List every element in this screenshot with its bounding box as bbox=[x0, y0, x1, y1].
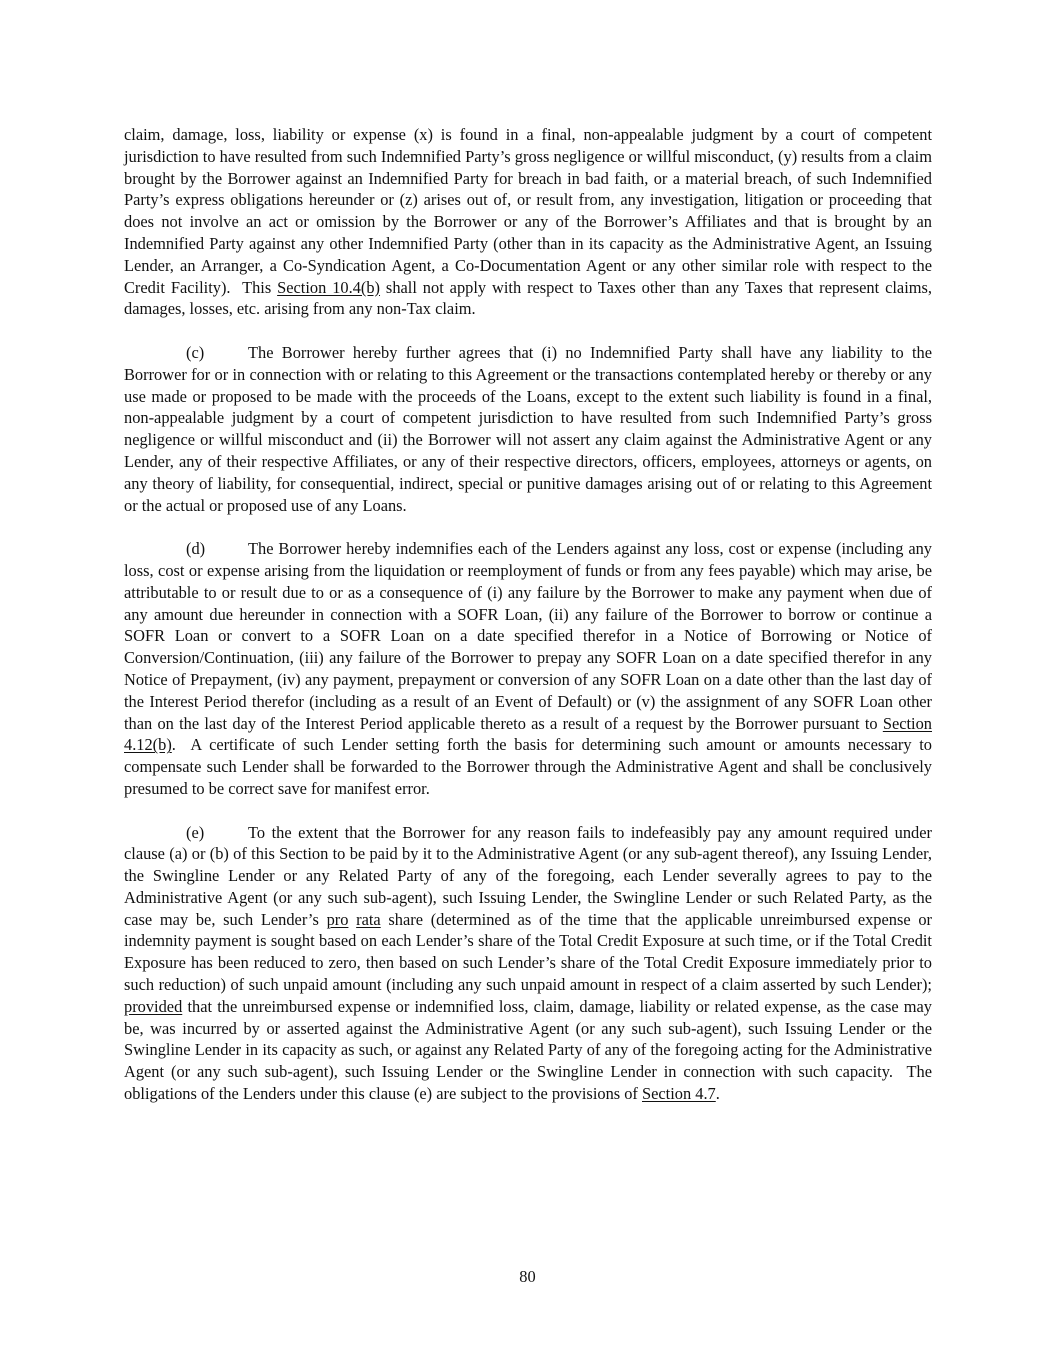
page-number: 80 bbox=[519, 1267, 536, 1286]
section-reference: Section 4.12(b) bbox=[124, 713, 932, 755]
clause-label: (e) bbox=[186, 822, 205, 842]
clause-label: (c) bbox=[186, 342, 205, 362]
text-run: The Borrower hereby further agrees that (i) no Indemnified Party shall have any liability to the Borrower for or in connection with or relating to this Agreement or the transactions contemplated hereby or thereby or any use made or proposed to be made with the proceeds of the Loans, except to the extent such liability is found in a final, non-appealable judgment by a court of competent jurisdiction to have resulted from such Indemnified Party’s gross negligence or willful misconduct and (ii) the Borrower will not assert any claim against the Administrative Agent or any Lender, any of their respective Affiliates, or any of their respective directors, officers, employees, attorneys or agents, on any theory of liability, for consequential, indirect, special or punitive damages arising out of or relating to this Agreement or the actual or proposed use of any Loans. bbox=[124, 342, 932, 515]
paragraph-c bbox=[124, 342, 932, 516]
text-run bbox=[348, 910, 356, 929]
text-run: The Borrower hereby indemnifies each of the Lenders against any loss, cost or expense (including any loss, cost or expense arising from the liquidation or reemployment of funds or from any fees payable) which may arise, be attributable to or result due to or as a consequence of (i) any failure by the Borrower to make any payment when due of any amount due hereunder in connection with a SOFR Loan, (ii) any failure of the Borrower to borrow or continue a SOFR Loan or convert to a SOFR Loan on a date specified therefor in a Notice of Borrowing or Notice of Conversion/Continuation, (iii) any failure of the Borrower to prepay any SOFR Loan on a date specified therefor in any Notice of Prepayment, (iv) any payment, prepayment or conversion of any SOFR Loan on a date other than the last day of the Interest Period therefor (including as a result of an Event of Default) or (v) the assignment of any SOFR Loan other than on the last day of the Interest Period applicable thereto as a result of a request by the Borrower pursuant to bbox=[124, 539, 932, 733]
section-reference: Section 10.4(b) bbox=[277, 277, 381, 297]
text-run: claim, damage, loss, liability or expense (x) is found in a final, non-appealable judgment by a court of competent jurisdiction to have resulted from such Indemnified Party’s gross negligence or willful misconduct, (y) results from a claim brought by the Borrower against an Indemnified Party for breach in bad faith, or a material breach, of such Indemnified Party’s express obligations hereunder or (z) arises out of, or result from, any investigation, litigation or proceeding that does not involve an act or omission by the Borrower or any of the Borrower’s Affiliates and that is brought by an Indemnified Party against any other Indemnified Party (other than in its capacity as the Administrative Agent, an Issuing Lender, an Arranger, a Co-Syndication Agent, a Co-Documentation Agent or any other similar role with respect to the Credit Facility). This bbox=[124, 125, 932, 297]
underlined-term-pro: pro bbox=[326, 909, 349, 929]
paragraph-d bbox=[124, 538, 932, 800]
text-run: . bbox=[715, 1084, 720, 1104]
clause-label: (d) bbox=[186, 539, 206, 559]
text-run: that the unreimbursed expense or indemnified loss, claim, damage, liability or related expense, as the case may be, was incurred by or asserted against the Administrative Agent (or any such sub-agent), such Issuing Lender or the Swingline Lender in its capacity as such, or against any Related Party of any of the foregoing acting for the Administrative Agent (or any such sub-agent), such Issuing Lender or the Swingline Lender in connection with such capacity. The obligations of the Lenders under this clause (e) are subject to the provisions of bbox=[124, 996, 932, 1104]
text-run: . A certificate of such Lender setting forth the basis for determining such amount or amounts necessary to compensate such Lender shall be forwarded to the Borrower through the Administrative Agent and shall be conclusively presumed to be correct save for manifest error. bbox=[124, 735, 932, 798]
text-run: share (determined as of the time that the applicable unreimbursed expense or indemnity payment is sought based on each Lender’s share of the Total Credit Exposure at such time, or if the Total Credit Exposure has been reduced to zero, then based on such Lender’s share of the Total Credit Exposure immediately prior to such reduction) of such unpaid amount (including any such unpaid amount in respect of a claim asserted by such Lender); bbox=[124, 909, 932, 995]
document-page bbox=[124, 124, 932, 1127]
paragraph-e bbox=[124, 822, 932, 1105]
paragraph-continuation bbox=[124, 124, 932, 320]
underlined-term-provided: provided bbox=[124, 996, 183, 1016]
underlined-term-rata: rata bbox=[356, 909, 381, 929]
text-run: shall not apply with respect to Taxes other than any Taxes that represent claims, damages, losses, etc. arising from any non-Tax claim. bbox=[124, 277, 932, 319]
text-run: To the extent that the Borrower for any reason fails to indefeasibly pay any amount required under clause (a) or (b) of this Section to be paid by it to the Administrative Agent (or any sub-agent thereof), any Issuing Lender, the Swingline Lender or any Related Party of any of the foregoing, each Lender severally agrees to pay to the Administrative Agent (or any such sub-agent), such Issuing Lender, the Swingline Lender or such Related Party, as the case may be, such Lender’s bbox=[124, 822, 932, 929]
section-reference: Section 4.7 bbox=[642, 1084, 716, 1104]
